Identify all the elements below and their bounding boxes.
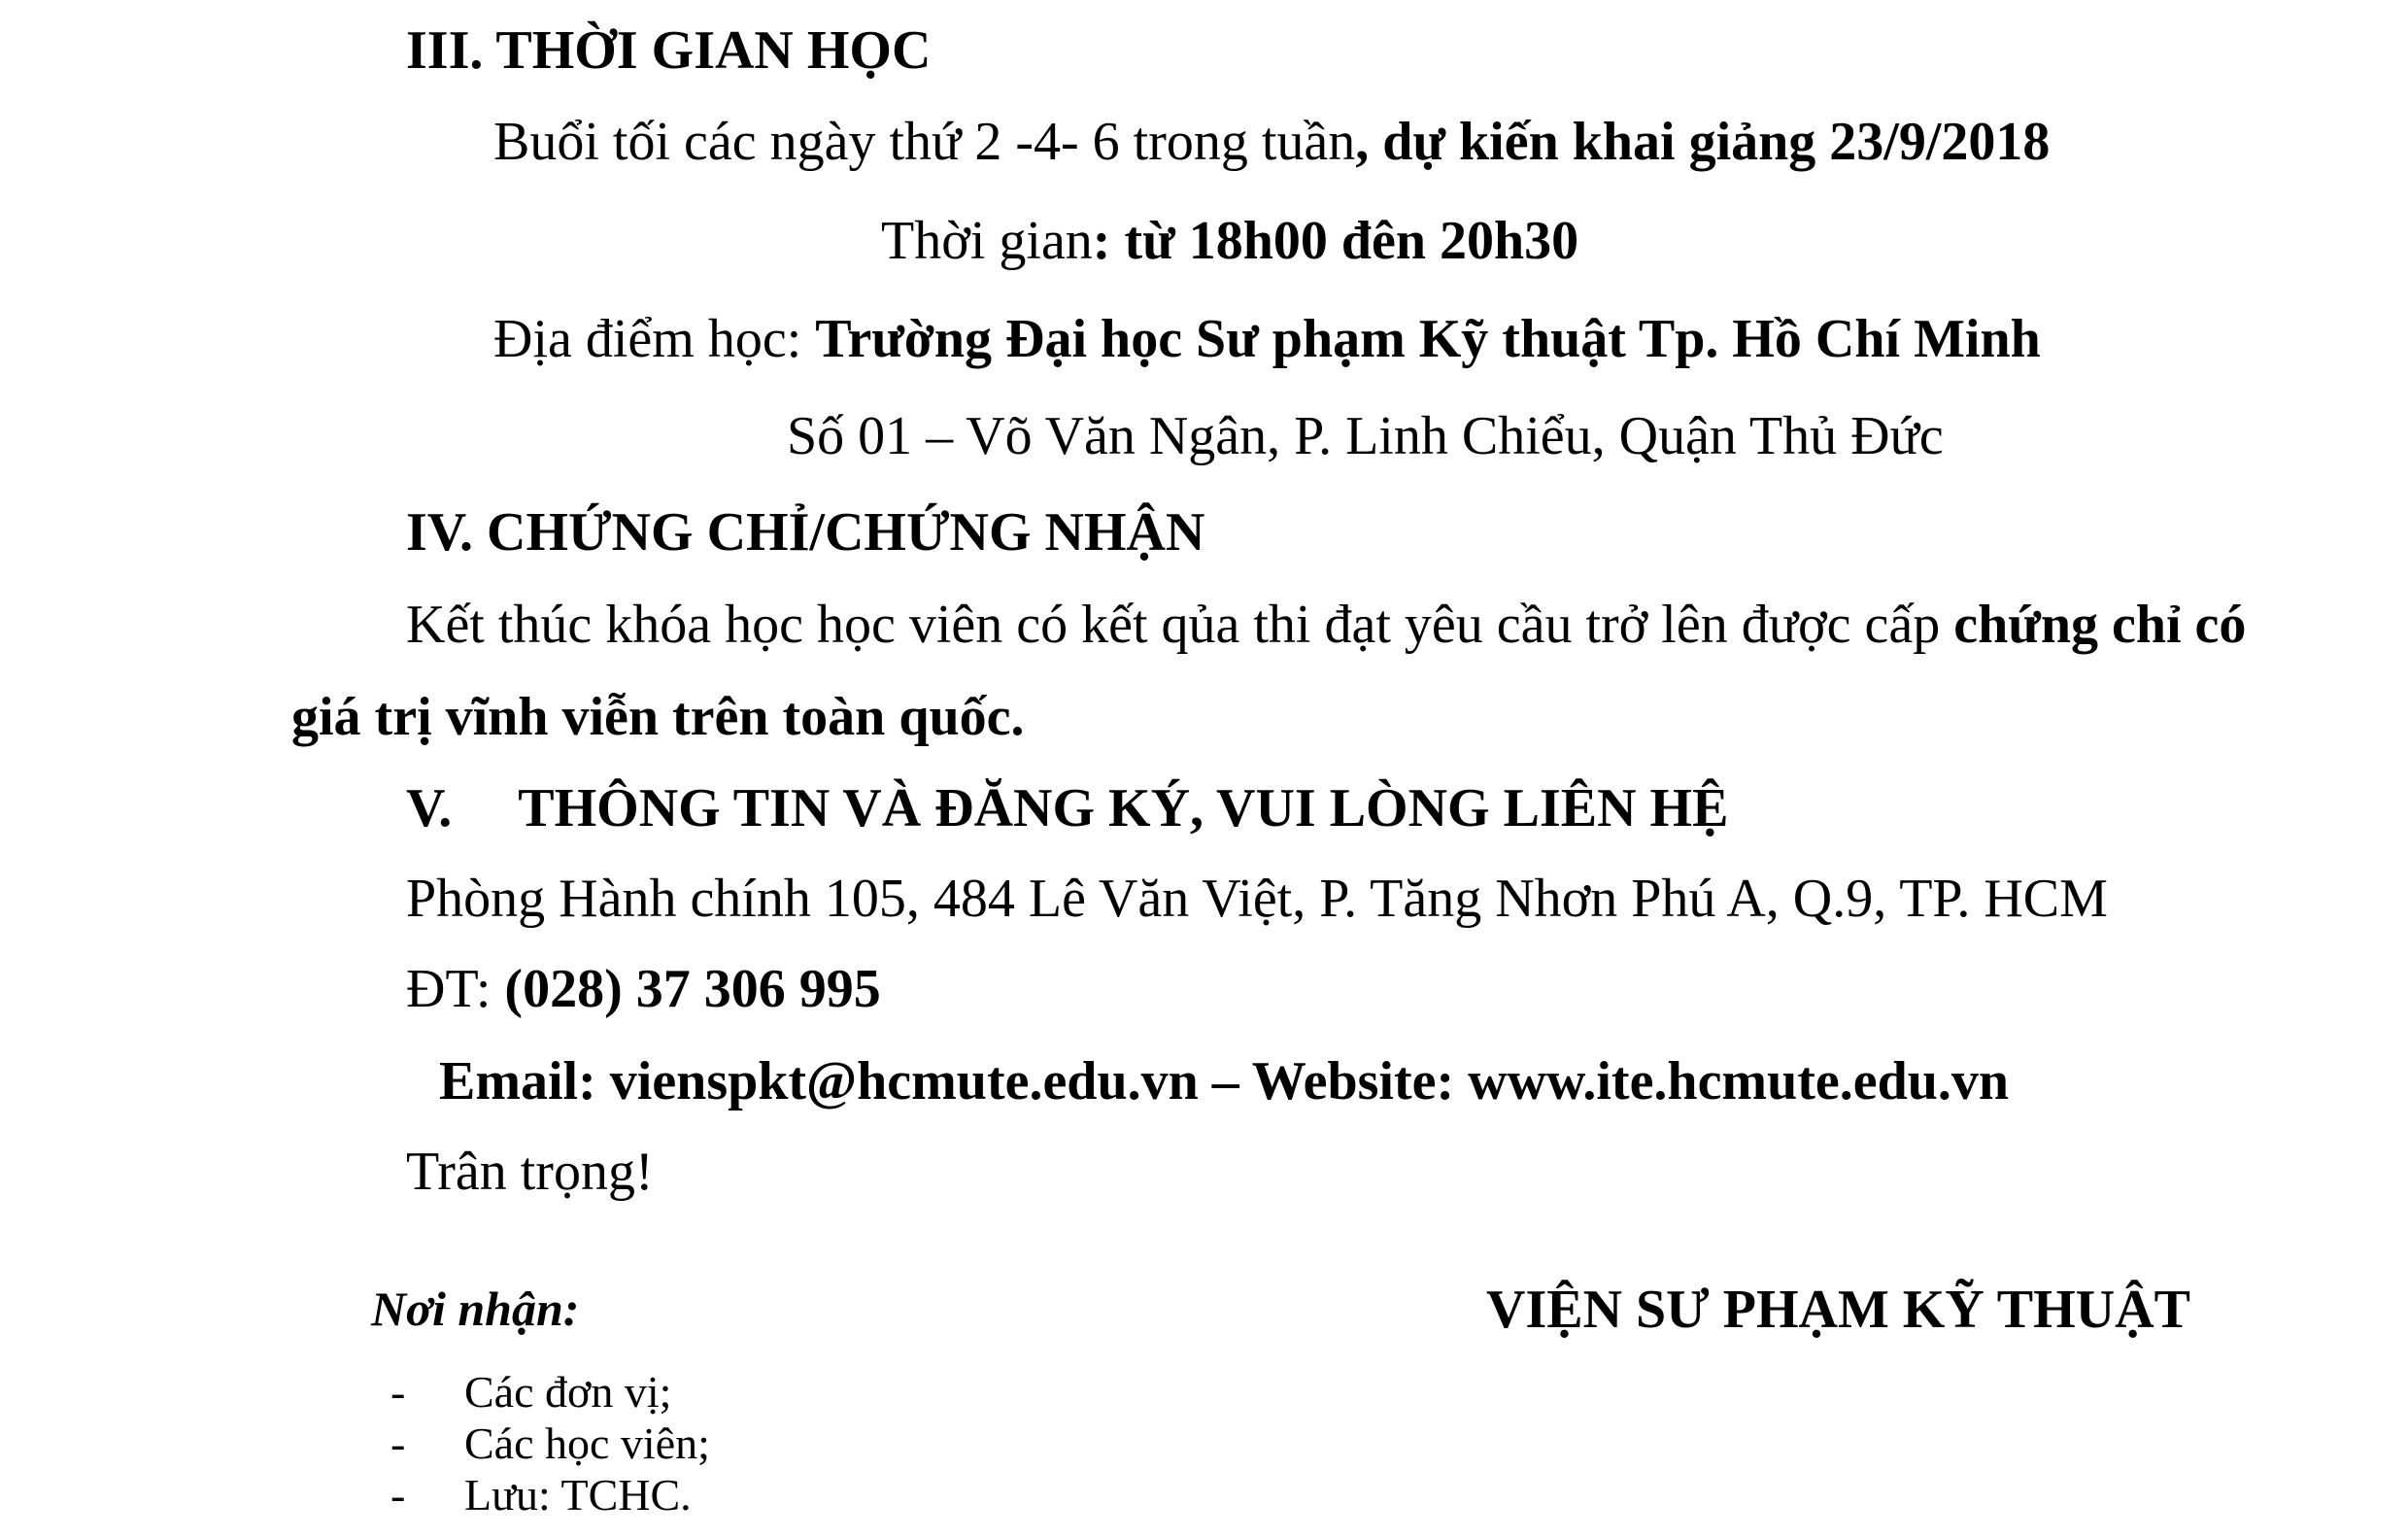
recipient-bullet: - (390, 1367, 406, 1417)
section-5-number: V. (406, 778, 453, 838)
opening-date: , dự kiến khai giảng 23/9/2018 (1355, 112, 2051, 172)
section-3-heading: III. THỜI GIAN HỌC (406, 20, 932, 81)
time-value: : từ 18h00 đên 20h30 (1092, 211, 1579, 271)
email-website-line: Email: vienspkt@hcmute.edu.vn – Website: www.ite.hcmute.edu.vn (439, 1051, 2010, 1111)
certificate-bold-1: chứng chỉ có (1953, 595, 2247, 655)
section-4-heading: IV. CHỨNG CHỈ/CHỨNG NHẬN (406, 502, 1205, 563)
recipient-bullet: - (390, 1418, 406, 1468)
recipient-item: Các học viên; (464, 1418, 710, 1468)
recipient-item: Lưu: TCHC. (464, 1470, 692, 1520)
certificate-line-2: giá trị vĩnh viễn trên toàn quốc. (291, 687, 1025, 747)
certificate-line-1 (406, 595, 2247, 655)
closing-line: Trân trọng! (406, 1142, 654, 1202)
recipient-bullet: - (390, 1470, 406, 1520)
schedule-text: Buổi tối các ngày thứ 2 -4- 6 trong tuần (493, 112, 1356, 172)
section-5-heading (406, 778, 1729, 838)
recipient-item: Các đơn vị; (464, 1367, 672, 1417)
time-label: Thời gian (881, 211, 1093, 271)
address-line: Số 01 – Võ Văn Ngân, P. Linh Chiểu, Quận Thủ Đức (787, 406, 1944, 466)
schedule-line (493, 112, 2051, 172)
location-line (493, 309, 2041, 369)
phone-line (406, 959, 881, 1019)
location-label: Địa điểm học: (493, 309, 816, 369)
location-value: Trường Đại học Sư phạm Kỹ thuật Tp. Hồ Chí Minh (815, 309, 2041, 369)
recipients-heading: Nơi nhận: (371, 1282, 580, 1336)
phone-number: (028) 37 306 995 (504, 959, 881, 1019)
time-line (881, 211, 1579, 271)
section-5-title: THÔNG TIN VÀ ĐĂNG KÝ, VUI LÒNG LIÊN HỆ (518, 778, 1729, 838)
office-address: Phòng Hành chính 105, 484 Lê Văn Việt, P. Tăng Nhơn Phú A, Q.9, TP. HCM (406, 869, 2108, 929)
certificate-text: Kết thúc khóa học học viên có kết qủa thi đạt yêu cầu trở lên được cấp (406, 595, 1954, 655)
signature-organization: VIỆN SƯ PHẠM KỸ THUẬT (1486, 1280, 2190, 1340)
phone-label: ĐT: (406, 959, 505, 1019)
